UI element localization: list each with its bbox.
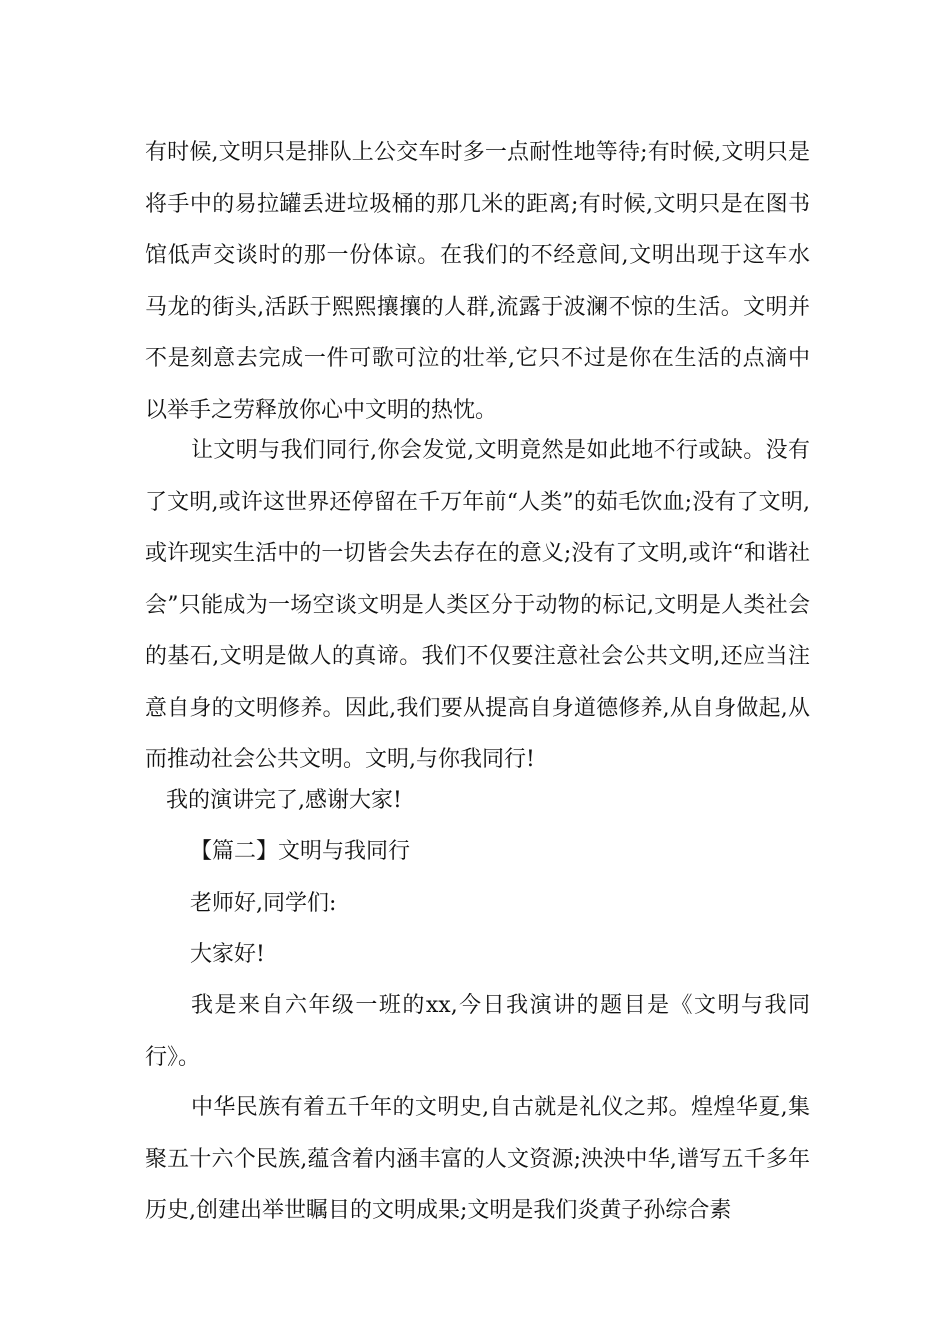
paragraph-speaker-intro: 我是来自六年级一班的xx,今日我演讲的题目是《文明与我同行》。 — [145, 993, 810, 1070]
section-heading-part-two: 【篇二】文明与我同行 — [190, 839, 411, 864]
paragraph-chinese-civilization: 中华民族有着五千年的文明史,自古就是礼仪之邦。煌煌华夏,集聚五十六个民族,蕴含着内涵丰富的人文资源;泱泱中华,谱写五千多年历史,创建出举世瞩目的文明成果;文明是我们炎黄子孙综合素 — [145, 1095, 810, 1223]
paragraph-speech-closing: 我的演讲完了,感谢大家! — [166, 788, 402, 813]
greeting-everyone: 大家好! — [190, 942, 265, 967]
paragraph-civility-moments: 有时候,文明只是排队上公交车时多一点耐性地等待;有时候,文明只是将手中的易拉罐丢进垃圾桶的那几米的距离;有时候,文明只是在图书馆低声交谈时的那一份体谅。在我们的不经意间,文明出现于这车水马龙的街头,活跃于熙熙攘攘的人群,流露于波澜不惊的生活。文明并不是刻意去完成一件可歌可泣的壮举,它只不过是你在生活的点滴中以举手之劳释放你心中文明的热忱。 — [145, 140, 810, 423]
paragraph-civility-with-us: 让文明与我们同行,你会发觉,文明竟然是如此地不行或缺。没有了文明,或许这世界还停留在千万年前“人类”的茹毛饮血;没有了文明,或许现实生活中的一切皆会失去存在的意义;没有了文明,或许“和谐社会”只能成为一场空谈文明是人类区分于动物的标记,文明是人类社会的基石,文明是做人的真谛。我们不仅要注意社会公共文明,还应当注意自身的文明修养。因此,我们要从提高自身道德修养,从自身做起,从而推动社会公共文明。文明,与你我同行! — [145, 438, 810, 772]
greeting-teachers-students: 老师好,同学们: — [190, 891, 337, 916]
